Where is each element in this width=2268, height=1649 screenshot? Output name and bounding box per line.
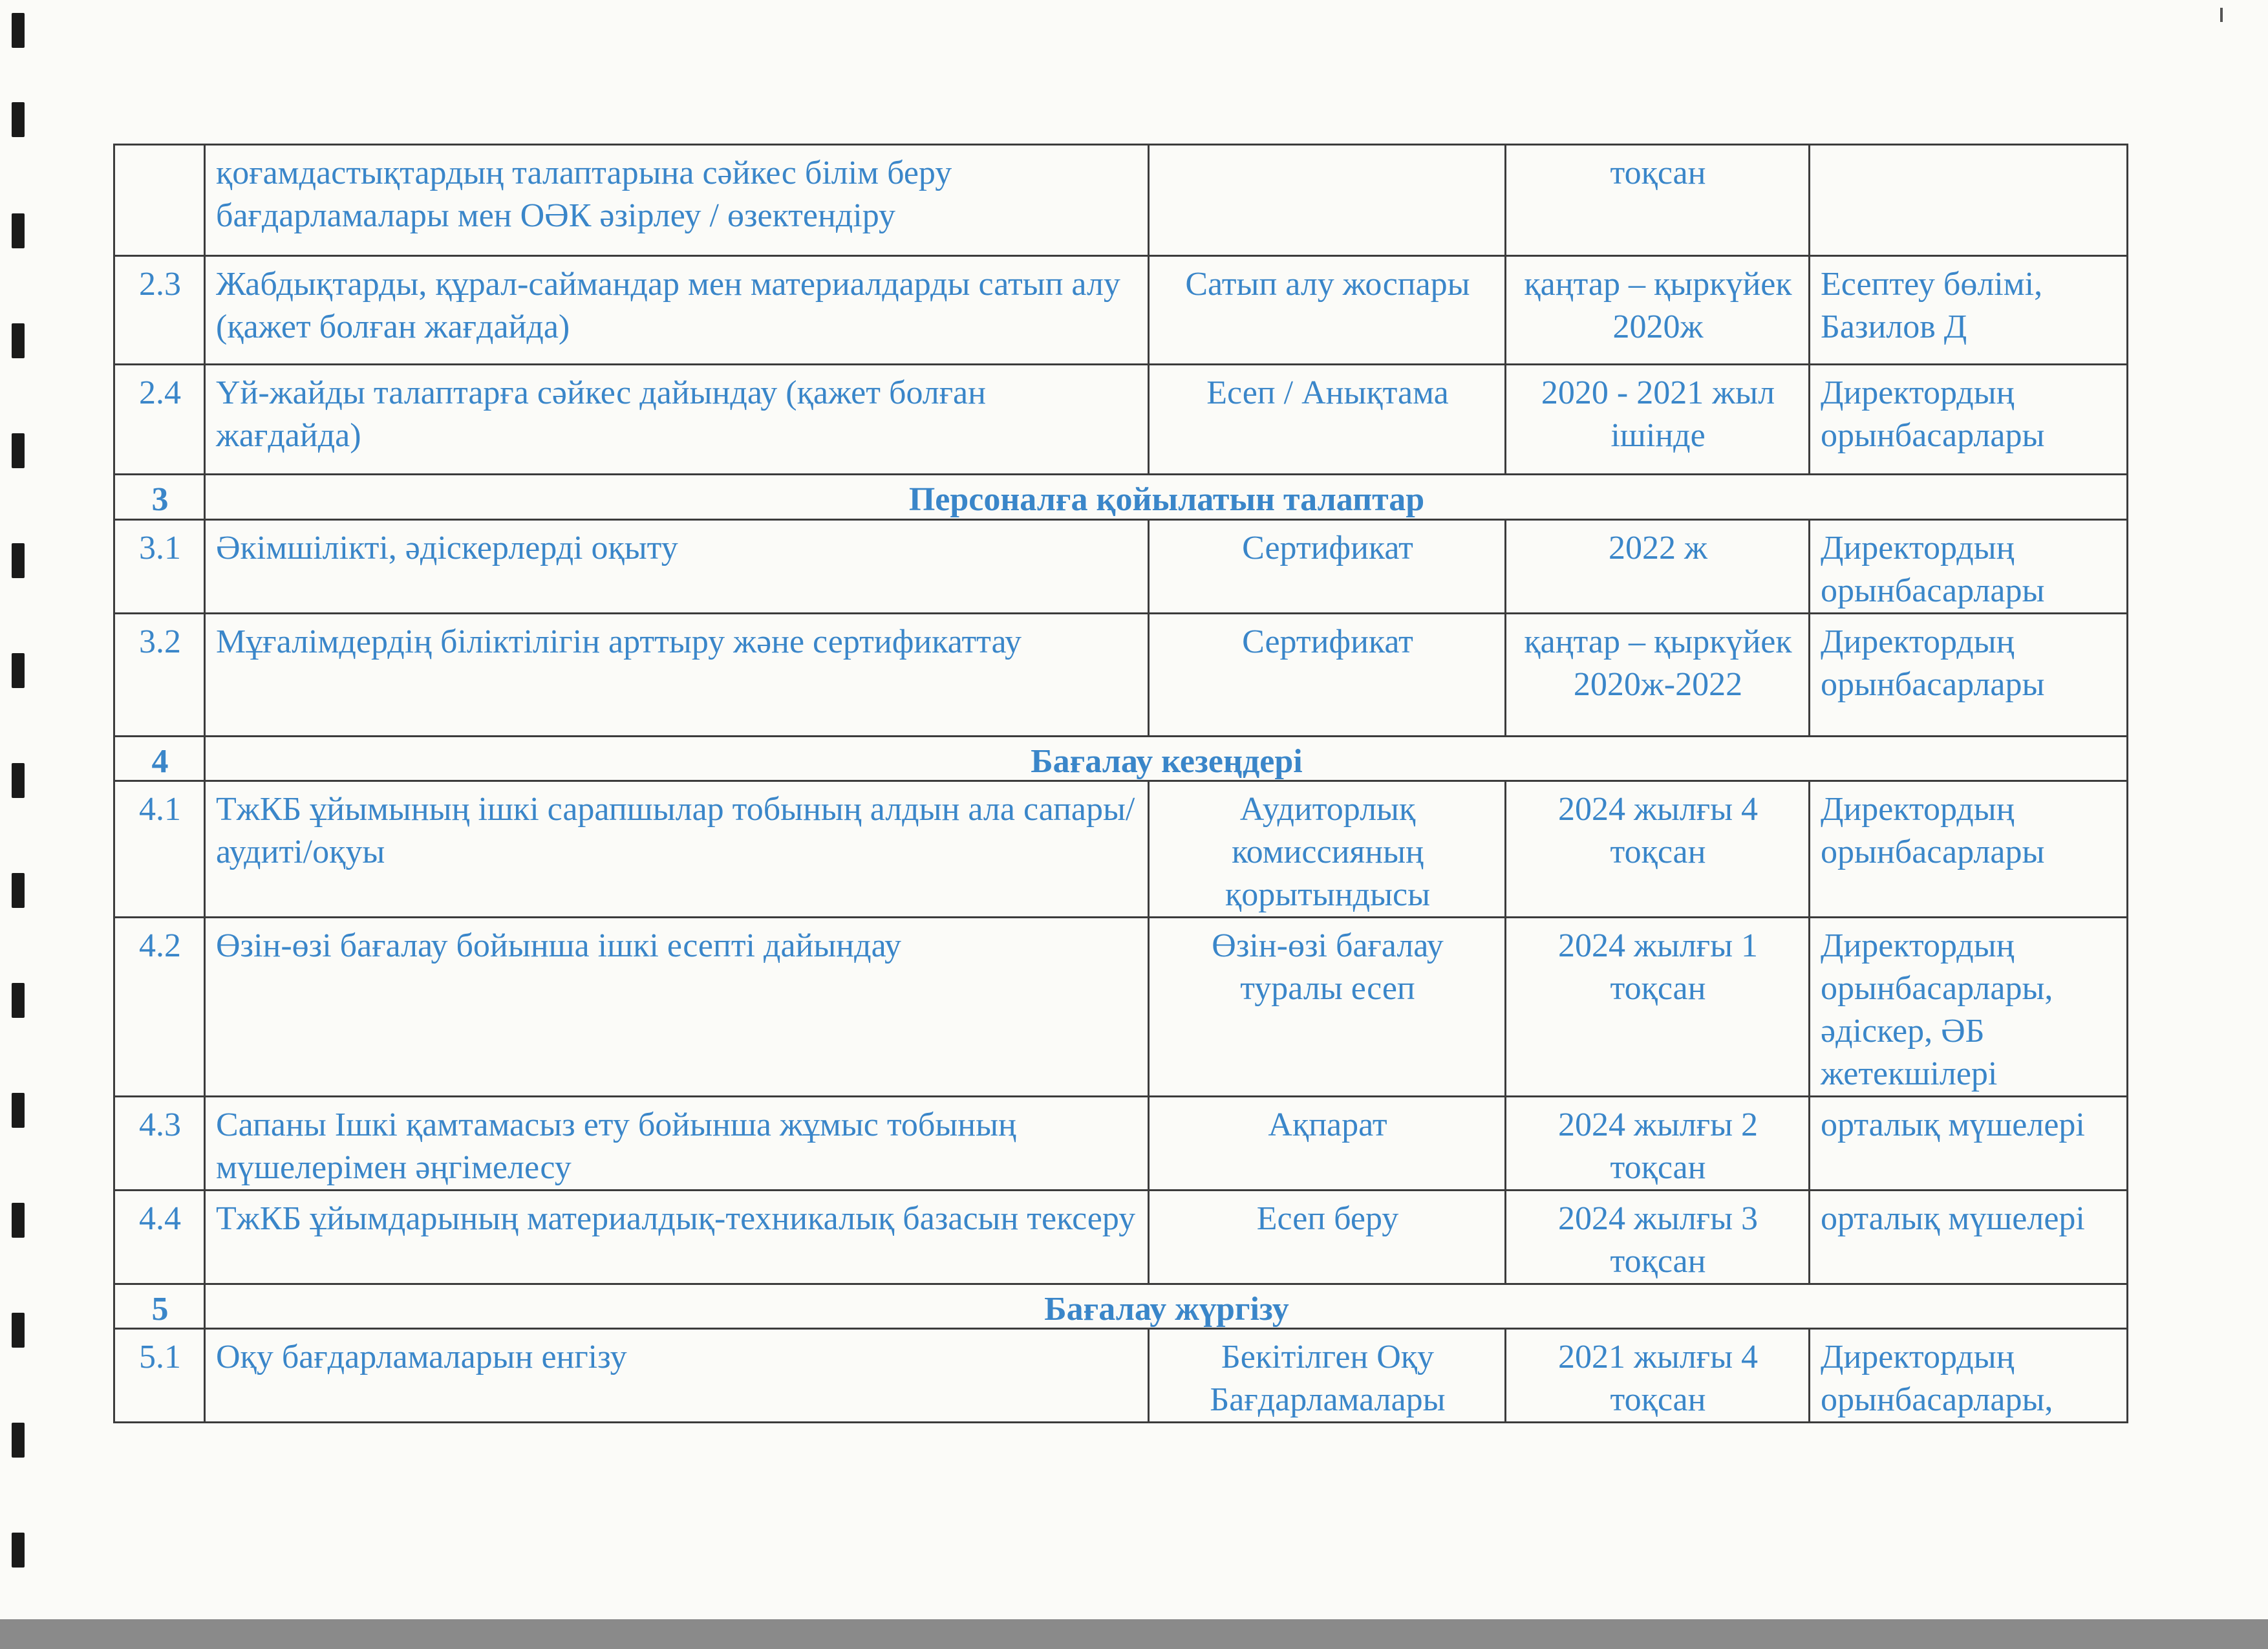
activity-cell: Әкімшілікті, әдіскерлерді оқыту [205,520,1149,614]
section-title: Бағалау кезеңдері [205,737,2128,781]
item-number-cell: 3.1 [114,520,205,614]
result-cell: Сатып алу жоспары [1149,256,1506,365]
plan-table [113,144,2128,1423]
binder-hole [12,653,25,688]
table-row [114,918,2128,1097]
item-number-cell: 2.3 [114,256,205,365]
binder-hole [12,1313,25,1348]
scan-mark [2220,8,2223,22]
responsible-cell: орталық мүшелері [1810,1191,2128,1284]
section-number: 5 [114,1284,205,1329]
activity-cell: ТжКБ ұйымдарының материалдық-техникалық базасын тексеру [205,1191,1149,1284]
responsible-cell: Директордың орынбасарлары [1810,781,2128,918]
binder-hole [12,1533,25,1568]
binder-hole [12,873,25,908]
time-cell: тоқсан [1506,145,1810,256]
section-number: 3 [114,475,205,520]
responsible-cell: орталық мүшелері [1810,1097,2128,1191]
activity-cell: қоғамдастықтардың талаптарына сәйкес білім беру бағдарламалары мен ОӘК әзірлеу / өзектендіру [205,145,1149,256]
table-row [114,1191,2128,1284]
item-number-cell [114,145,205,256]
activity-cell: Өзін-өзі бағалау бойынша ішкі есепті дайындау [205,918,1149,1097]
item-number-cell: 4.2 [114,918,205,1097]
result-cell: Аудиторлық комиссияның қорытындысы [1149,781,1506,918]
responsible-cell: Директордың орынбасарлары [1810,614,2128,737]
binder-hole [12,1203,25,1238]
result-cell: Сертификат [1149,614,1506,737]
table-row [114,614,2128,737]
activity-cell: Мұғалімдердің біліктілігін арттыру және сертификаттау [205,614,1149,737]
section-title: Персоналға қойылатын талаптар [205,475,2128,520]
item-number-cell: 5.1 [114,1329,205,1423]
activity-cell: Сапаны Ішкі қамтамасыз ету бойынша жұмыс тобының мүшелерімен әңгімелесу [205,1097,1149,1191]
responsible-cell [1810,145,2128,256]
item-number-cell: 2.4 [114,365,205,475]
responsible-cell: Директордың орынбасарлары [1810,365,2128,475]
item-number-cell: 3.2 [114,614,205,737]
table-row [114,1097,2128,1191]
time-cell: 2024 жылғы 1 тоқсан [1506,918,1810,1097]
section-row [114,737,2128,781]
binder-hole [12,323,25,358]
table-row [114,520,2128,614]
responsible-cell: Директордың орынбасарлары [1810,520,2128,614]
time-cell: 2024 жылғы 2 тоқсан [1506,1097,1810,1191]
result-cell: Есеп / Анықтама [1149,365,1506,475]
binder-hole [12,433,25,468]
table-row [114,145,2128,256]
time-cell: қаңтар – қыркүйек 2020ж [1506,256,1810,365]
section-title: Бағалау жүргізу [205,1284,2128,1329]
binder-hole [12,983,25,1018]
table-row [114,256,2128,365]
time-cell: 2024 жылғы 3 тоқсан [1506,1191,1810,1284]
plan-table-body [114,145,2128,1423]
binder-hole [12,1093,25,1128]
table-row [114,781,2128,918]
item-number-cell: 4.1 [114,781,205,918]
scan-edge-shadow [0,1619,2268,1649]
time-cell: қаңтар – қыркүйек 2020ж-2022 [1506,614,1810,737]
table-row [114,1329,2128,1423]
responsible-cell: Директордың орынбасарлары, әдіскер, ӘБ жетекшілері [1810,918,2128,1097]
binder-hole [12,1423,25,1458]
activity-cell: Оқу бағдарламаларын енгізу [205,1329,1149,1423]
result-cell [1149,145,1506,256]
binder-hole [12,763,25,798]
activity-cell: Үй-жайды талаптарға сәйкес дайындау (қажет болған жағдайда) [205,365,1149,475]
time-cell: 2021 жылғы 4 тоқсан [1506,1329,1810,1423]
activity-cell: Жабдықтарды, құрал-саймандар мен материалдарды сатып алу (қажет болған жағдайда) [205,256,1149,365]
item-number-cell: 4.3 [114,1097,205,1191]
result-cell: Сертификат [1149,520,1506,614]
binder-hole [12,102,25,137]
activity-cell: ТжКБ ұйымының ішкі сарапшылар тобының алдын ала сапары/аудиті/оқуы [205,781,1149,918]
item-number-cell: 4.4 [114,1191,205,1284]
section-row [114,1284,2128,1329]
binder-hole [12,213,25,248]
result-cell: Есеп беру [1149,1191,1506,1284]
responsible-cell: Директордың орынбасарлары, [1810,1329,2128,1423]
section-number: 4 [114,737,205,781]
result-cell: Бекітілген Оқу Бағдарламалары [1149,1329,1506,1423]
time-cell: 2020 - 2021 жыл ішінде [1506,365,1810,475]
result-cell: Ақпарат [1149,1097,1506,1191]
responsible-cell: Есептеу бөлімі, Базилов Д [1810,256,2128,365]
binder-hole [12,543,25,578]
binder-hole [12,13,25,48]
binder-holes [12,0,37,1630]
time-cell: 2022 ж [1506,520,1810,614]
section-row [114,475,2128,520]
result-cell: Өзін-өзі бағалау туралы есеп [1149,918,1506,1097]
time-cell: 2024 жылғы 4 тоқсан [1506,781,1810,918]
table-row [114,365,2128,475]
